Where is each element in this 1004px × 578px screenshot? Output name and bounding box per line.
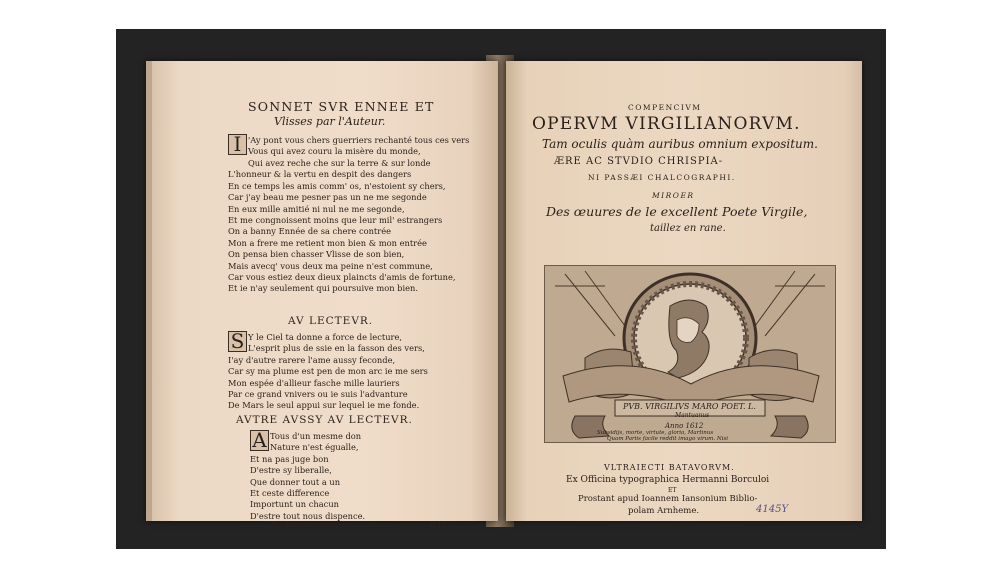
dropcap-a: A: [250, 430, 269, 451]
engraved-portrait-plate: [544, 265, 836, 443]
sonnet-lines-rest: [228, 158, 456, 295]
verse-line: On pensa bien chasser Vlisse de son bien,: [228, 249, 405, 260]
dropcap-i: I: [228, 134, 247, 155]
verse-line: Car vous estiez deux dieux plaincts d'amis de fortune,: [228, 272, 456, 283]
verse-line: En ce temps les amis comm' os, n'estoient sy chers,: [228, 180, 446, 191]
verse-line: Mon espée d'allieur fasche mille lauriers: [228, 377, 400, 388]
verse-line: D'estre tout nous dispence.: [250, 510, 366, 521]
verse-line: Y le Ciel ta donne a force de lecture,: [248, 332, 403, 342]
verse-line: L'honneur & la vertu en despit des dangers: [228, 169, 412, 180]
left-page: [146, 61, 498, 531]
plate-year: Anno 1612: [665, 422, 704, 430]
title-tam-oculis: Tam oculis quàm auribus omnium expositum.: [542, 137, 818, 151]
imprint-officina: Ex Officina typographica Hermanni Borculoi: [566, 475, 770, 485]
imprint-city: VLTRAIECTI BATAVORVM.: [604, 463, 735, 472]
verse-line: Importunt un chacun: [250, 499, 340, 510]
pencil-shelfmark: 4145Y: [756, 504, 789, 515]
imprint-prostant: Prostant apud Ioannem Iansonium Biblio-: [578, 494, 758, 504]
sonnet-heading: SONNET SVR ENNEE ET: [248, 99, 435, 114]
verse-line: On a banny Ennée de sa chere contrée: [228, 226, 392, 237]
fin-mark: FIN.: [430, 521, 454, 531]
verse-line: Mais avecq' vous deux ma peine n'est commune,: [228, 260, 433, 271]
verse-line: De Mars le seul appui sur lequel ie me fonde.: [228, 400, 420, 411]
plate-inscription-mantuanus: Mantuanus: [675, 412, 710, 419]
verse-line: Car j'ay beau me pesner pas un ne me segonde: [228, 192, 427, 203]
verse-line: Et ceste difference: [250, 488, 330, 499]
verse-line: Vous qui avez couru la misère du monde,: [248, 146, 421, 157]
verse-line: L'esprit plus de ssie en la fasson des vers,: [248, 343, 425, 354]
verse-line: Car sy ma plume est pen de mon arc ie me sers: [228, 366, 428, 377]
lecteur-lines: [228, 332, 428, 412]
autre-lines: [250, 431, 365, 522]
verse-line: Mon a frere me retient mon bien & mon entrée: [228, 237, 427, 248]
verse-line: Et ie n'ay seulement qui poursuive mon bien.: [228, 283, 419, 294]
imprint-et: ET: [668, 487, 677, 494]
verse-line: D'estre sy liberalle,: [250, 465, 332, 476]
verse-line: Par ce grand vnivers ou ie suis l'advanture: [228, 389, 408, 400]
verse-line: I'ay d'autre rarere l'ame aussy feconde,: [228, 354, 396, 365]
verse-line: Tous d'un mesme don: [270, 431, 362, 441]
plate-caption-2: Quam Pariis facile reddit imago virum. Nisi: [607, 436, 729, 442]
verse-line: Que donner tout a un: [250, 476, 341, 487]
sonnet-subheading: Vlisses par l'Auteur.: [274, 115, 386, 128]
verse-line: Et na pas juge bon: [250, 453, 329, 464]
title-des-oeuvres: Des œuures de le excellent Poete Virgile,: [546, 204, 808, 219]
title-taillez: taillez en rane.: [650, 223, 726, 234]
title-passaei: NI PASSÆI CHALCOGRAPHI.: [588, 173, 736, 182]
title-operum: OPERVM VIRGILIANORVM.: [532, 114, 801, 134]
plate-caption-1: Subsidijs, morte, virtute, gloria, Martinus: [597, 430, 714, 436]
imprint-arnhem: polam Arnheme.: [628, 506, 700, 516]
title-compendium: COMPENCIVM: [628, 103, 702, 112]
dropcap-s: S: [228, 331, 247, 352]
plate-inscription: PVB. VIRGILIVS MARO POET. L.: [623, 402, 756, 411]
verse-line: Nature n'est égualle,: [270, 442, 359, 453]
title-miroer: MIROER: [652, 191, 695, 200]
autre-heading: AVTRE AVSSY AV LECTEVR.: [236, 414, 413, 426]
verse-line: Qui avez reche che sur la terre & sur londe: [248, 158, 431, 168]
au-lecteur-heading: AV LECTEVR.: [288, 315, 374, 327]
verse-line: En eux mille amitié ni nul ne me segonde,: [228, 203, 405, 214]
book-scan: [116, 29, 886, 549]
sonnet-lines: [248, 135, 469, 158]
verse-line: Et me congnoissent moins que leur mil' estrangers: [228, 215, 443, 226]
motto: De bien en mieux.: [270, 521, 353, 531]
title-aere: ÆRE AC STVDIO CHRISPIA-: [554, 156, 724, 167]
verse-line: 'Ay pont vous chers guerriers rechanté tous ces vers: [248, 135, 470, 145]
